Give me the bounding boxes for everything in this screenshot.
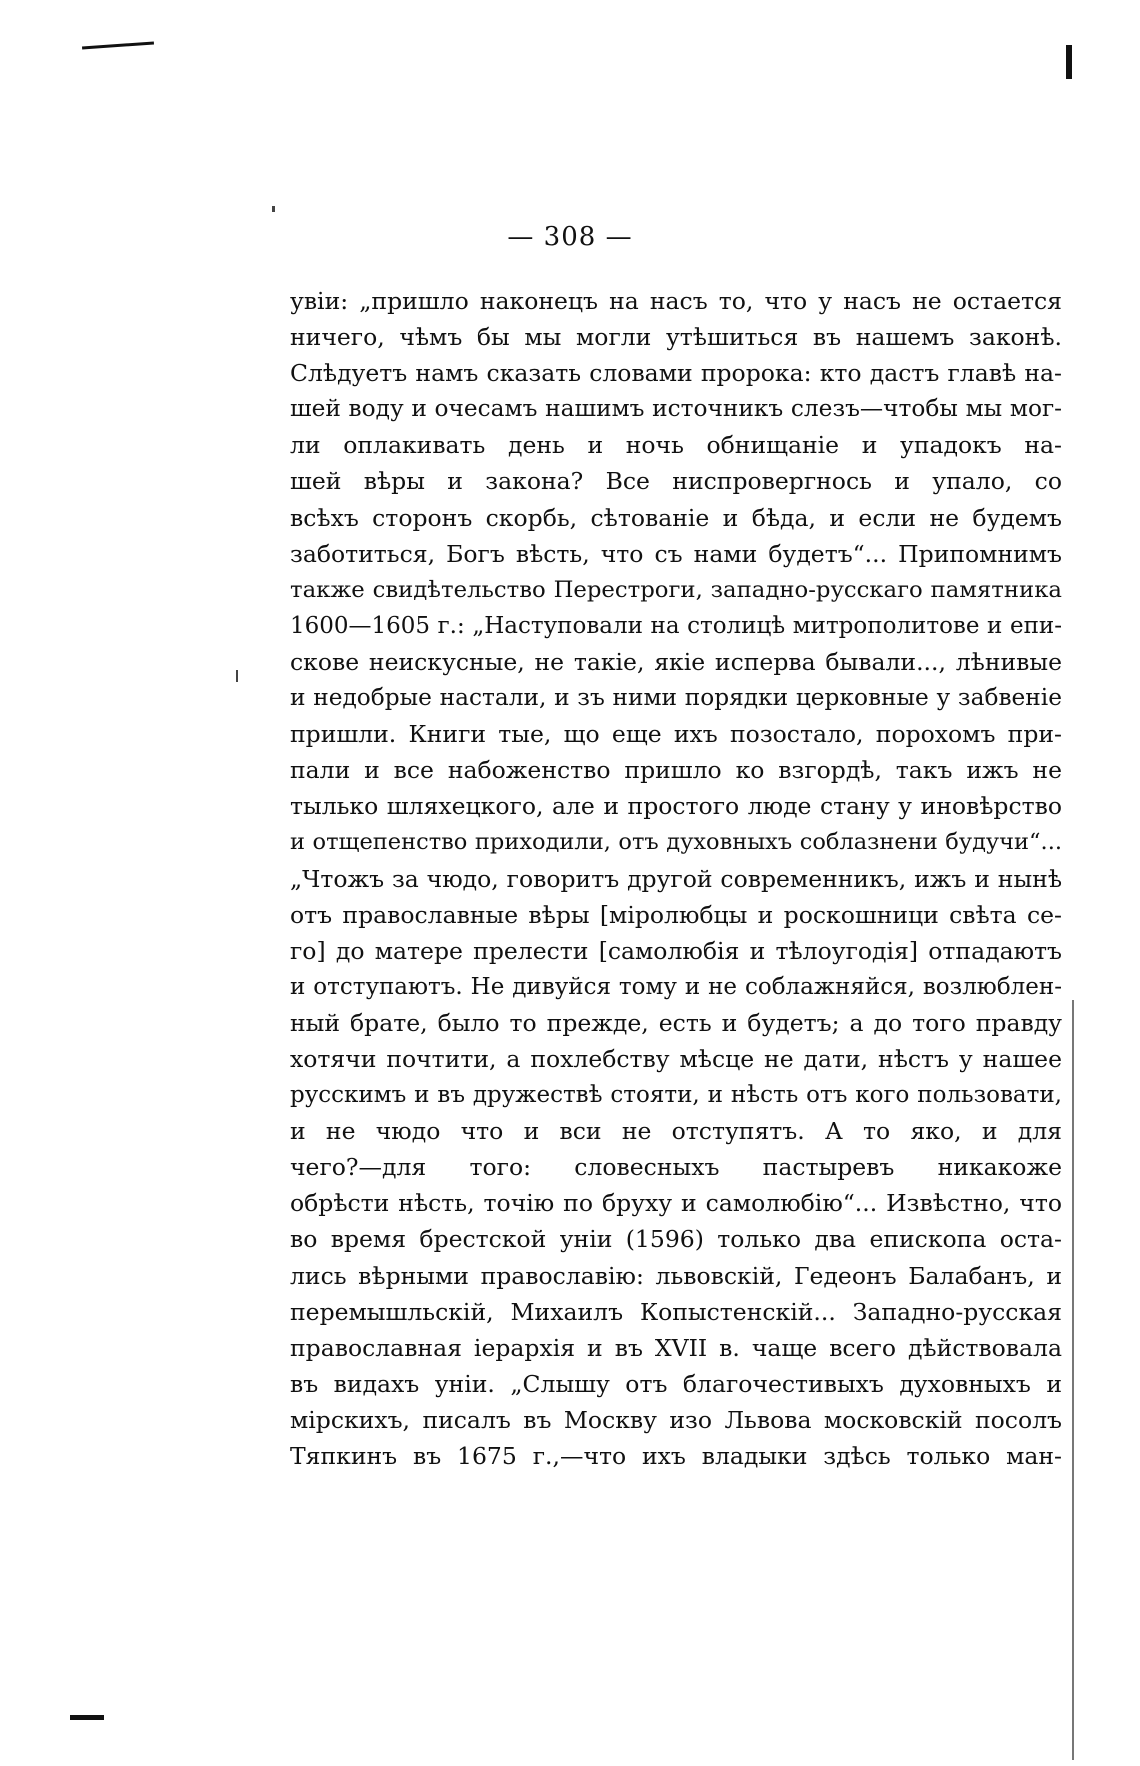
scan-dot-mark — [236, 670, 238, 682]
text-line: русскимъ и въ дружествѣ стояти, и нѣсть отъ кого пользовати, — [290, 1082, 1062, 1109]
text-line: обрѣсти нѣсть, точiю по бруху и самолюбiю“... Извѣстно, что — [290, 1189, 1062, 1218]
text-line: скове неискусные, не такiе, якiе исперва бывали..., лѣнивые — [290, 647, 1062, 676]
text-line: мiрскихъ, писалъ въ Москву изо Львова московскiй посолъ — [290, 1405, 1062, 1434]
text-line: ли оплакивать день и ночь обнищанiе и упадокъ на- — [290, 431, 1062, 460]
page-number: — 308 — — [507, 222, 633, 252]
scan-mark-bottom-left — [70, 1715, 104, 1720]
text-line: увiи: „пришло наконецъ на насъ то, что у насъ не остается — [290, 287, 1062, 315]
text-line: шей вѣры и закона? Все ниспровергнось и упало, со — [290, 467, 1062, 496]
scan-dot-mark — [272, 206, 275, 212]
text-line: пришли. Книги тые, що еще ихъ позостало, порохомъ при- — [290, 720, 1062, 749]
text-line: Тяпкинъ въ 1675 г.,—что ихъ владыки здѣсь только ман- — [290, 1442, 1062, 1470]
text-line: отъ православные вѣры [мiролюбцы и роскошници свѣта се- — [290, 900, 1062, 929]
body-text — [290, 283, 1062, 1474]
text-line: чего?—для того: словесныхъ пастыревъ никакоже — [290, 1153, 1062, 1182]
text-line: тылько шляхецкого, але и простого люде стану у иновѣрство — [290, 792, 1062, 821]
text-line: православная iерархiя и въ XVII в. чаще всего дѣйствовала — [290, 1333, 1062, 1362]
text-line: ничего, чѣмъ бы мы могли утѣшиться въ нашемъ законѣ. — [290, 323, 1062, 352]
text-line: пали и все набоженство пришло ко взгордѣ, такъ ижъ не — [290, 756, 1062, 785]
text-line: и недобрые настали, и зъ ними порядки церковные у забвенiе — [290, 684, 1062, 712]
scan-mark-top-left — [82, 41, 154, 49]
text-line: 1600—1605 г.: „Наступовали на столицѣ митрополитове и епи- — [290, 612, 1062, 639]
scan-mark-right-edge — [1072, 1000, 1074, 1760]
text-line: также свидѣтельство Перестроги, западно-русскаго памятника — [290, 576, 1062, 603]
text-line: лись вѣрными православiю: львовскiй, Гедеонъ Балабанъ, и — [290, 1261, 1062, 1290]
text-line: во время брестской унiи (1596) только два епископа оста- — [290, 1225, 1062, 1254]
text-line: Слѣдуетъ намъ сказать словами пророка: кто дастъ главѣ на- — [290, 359, 1062, 388]
text-line: и отступаютъ. Не дивуйся тому и не соблажняйся, возлюблен- — [290, 973, 1062, 1000]
text-line: заботиться, Богъ вѣсть, что съ нами будетъ“... Припомнимъ — [290, 539, 1062, 568]
text-line: го] до матере прелести [самолюбiя и тѣлоугодiя] отпадаютъ — [290, 936, 1062, 965]
text-line: всѣхъ сторонъ скорбь, сѣтованiе и бѣда, и если не будемъ — [290, 503, 1062, 532]
text-line: перемышльскiй, Михаилъ Копыстенскiй... Западно-русская — [290, 1297, 1062, 1326]
text-line: и отщепенство приходили, отъ духовныхъ соблазнени будучи“... — [290, 829, 1062, 856]
text-line: въ видахъ унiи. „Слышу отъ благочестивыхъ духовныхъ и — [290, 1369, 1062, 1398]
text-line: „Чтожъ за чюдо, говоритъ другой современникъ, ижъ и нынѣ — [290, 864, 1062, 893]
text-line: хотячи почтити, а похлебству мѣсце не дати, нѣстъ у нашее — [290, 1044, 1062, 1073]
text-line: ный брате, было то прежде, есть и будетъ; а до того правду — [290, 1008, 1062, 1037]
scan-mark-top-right — [1066, 45, 1072, 79]
text-line: и не чюдо что и вси не отступятъ. А то яко, и для — [290, 1117, 1062, 1146]
text-line: шей воду и очесамъ нашимъ источникъ слезъ—чтобы мы мог- — [290, 395, 1062, 423]
